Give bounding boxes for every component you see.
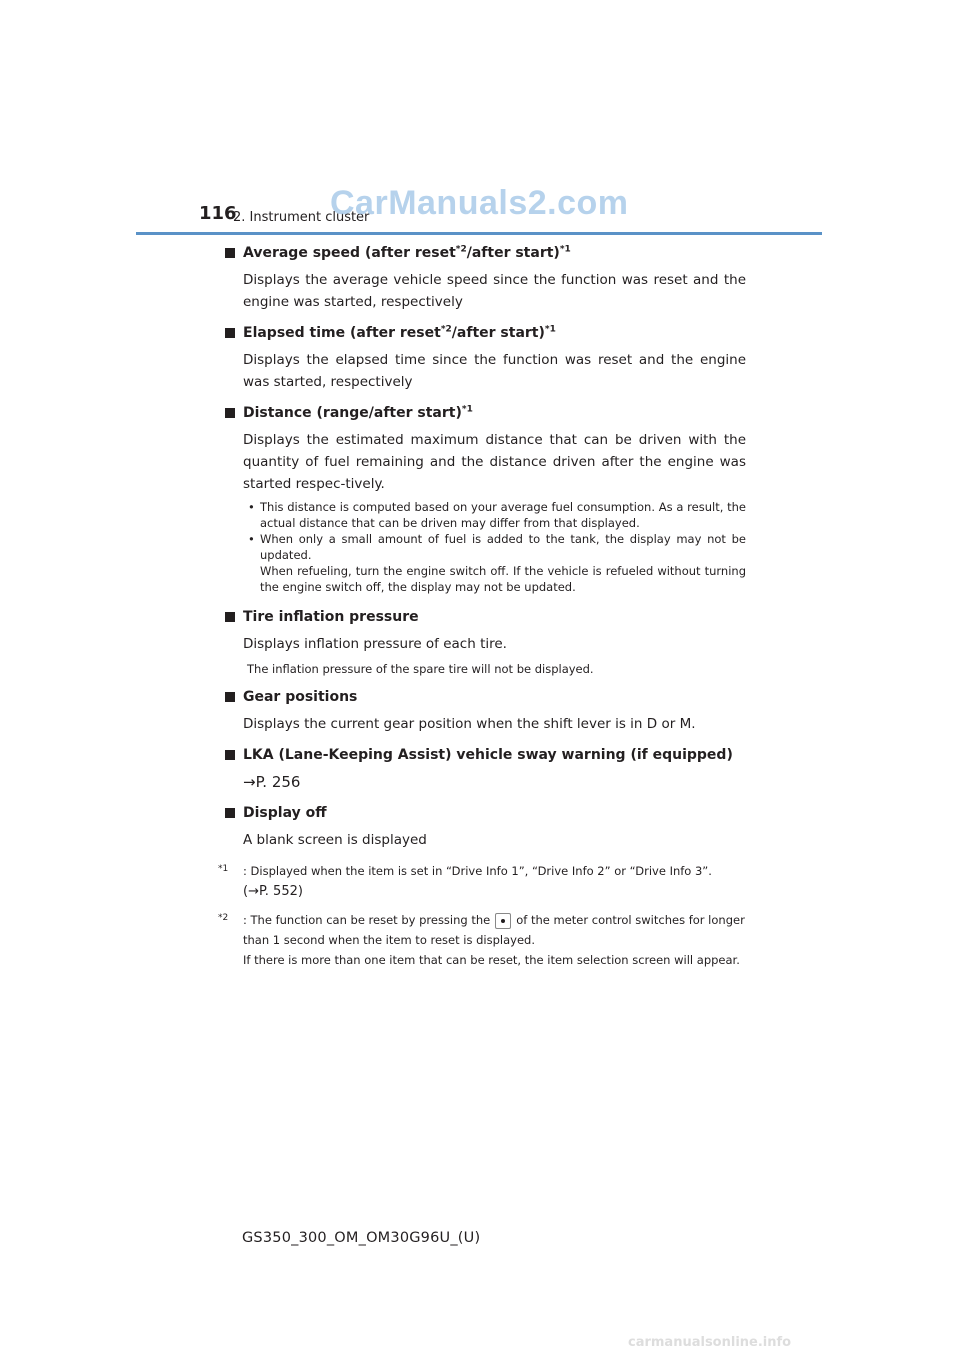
section-body: Displays the current gear position when the shift lever is in D or M.: [243, 716, 696, 732]
page-content: [218, 243, 746, 970]
header-divider: [136, 232, 822, 235]
note-item: • This distance is computed based on your average fuel consumption. As a result, the actual distance that can be driven may differ from that displayed.: [248, 500, 746, 530]
square-bullet-icon: [225, 248, 235, 258]
square-bullet-icon: [225, 808, 235, 818]
section-heading: Tire inflation pressure: [243, 609, 419, 625]
square-bullet-icon: [225, 408, 235, 418]
section-distance: [224, 403, 746, 595]
header-watermark: CarManuals2.com: [330, 184, 629, 222]
section-heading: Average speed (after reset$^{*2}$/after start)$^{*1}$: [243, 244, 571, 261]
footnote-marker: *2: [218, 913, 229, 923]
chapter-title: 2. Instrument cluster: [233, 210, 370, 225]
section-heading: Elapsed time (after reset$^{*2}$/after start)$^{*1}$: [243, 324, 556, 341]
footnote-marker: *1: [218, 864, 229, 874]
square-bullet-icon: [225, 612, 235, 622]
section-display-off: [224, 803, 746, 851]
section-heading: Gear positions: [243, 689, 358, 705]
section-lka: [224, 745, 746, 793]
section-body: Displays the estimated maximum distance that can be driven with the quantity of fuel remaining and the distance driven after the engine was started respec-tively.: [243, 432, 746, 492]
section-heading: LKA (Lane-Keeping Assist) vehicle sway warning (if equipped): [243, 747, 733, 763]
section-body: A blank screen is displayed: [243, 832, 427, 848]
square-bullet-icon: [225, 692, 235, 702]
document-code: GS350_300_OM_OM30G96U_(U): [242, 1230, 481, 1246]
note-continuation: When refueling, turn the engine switch off. If the vehicle is refueled without turning the engine switch off, the display may not be updated.: [260, 564, 746, 594]
section-subnote: The inflation pressure of the spare tire will not be displayed.: [247, 662, 594, 676]
section-tire-pressure: [224, 607, 746, 677]
square-bullet-icon: [225, 328, 235, 338]
footnote-1: $^{*1}$ : Displayed when the item is set in “Drive Info 1”, “Drive Info 2” or “Drive Info 3”. (→P. 552): [224, 861, 746, 902]
section-body: Displays the average vehicle speed since the function was reset and the engine was started, respectively: [243, 272, 746, 310]
section-heading: Display off: [243, 805, 327, 821]
section-gear-positions: [224, 687, 746, 735]
section-heading: Distance (range/after start)$^{*1}$: [243, 404, 473, 421]
meter-control-button-icon: [495, 913, 511, 929]
section-body: Displays the elapsed time since the function was reset and the engine was started, respectively: [243, 352, 746, 390]
section-body: Displays inflation pressure of each tire.: [243, 636, 507, 652]
footer-watermark: carmanualsonline.info: [628, 1335, 792, 1350]
footnote-2: $^{*2}$ : The function can be reset by pressing the of the meter control switches for longer than 1 second when the item to reset is displayed. If there is more than one item that can be reset, the item selection screen will appear.: [224, 910, 746, 970]
note-item: • When only a small amount of fuel is added to the tank, the display may not be updated. When refueling, turn the engine switch off. If the vehicle is refueled without turning the engine switch off, the display may not be updated.: [248, 532, 746, 594]
section-elapsed-time: [224, 323, 746, 393]
page-number: 116: [199, 203, 237, 224]
page-reference: →P. 256: [243, 773, 301, 791]
square-bullet-icon: [225, 750, 235, 760]
section-average-speed: [224, 243, 746, 313]
